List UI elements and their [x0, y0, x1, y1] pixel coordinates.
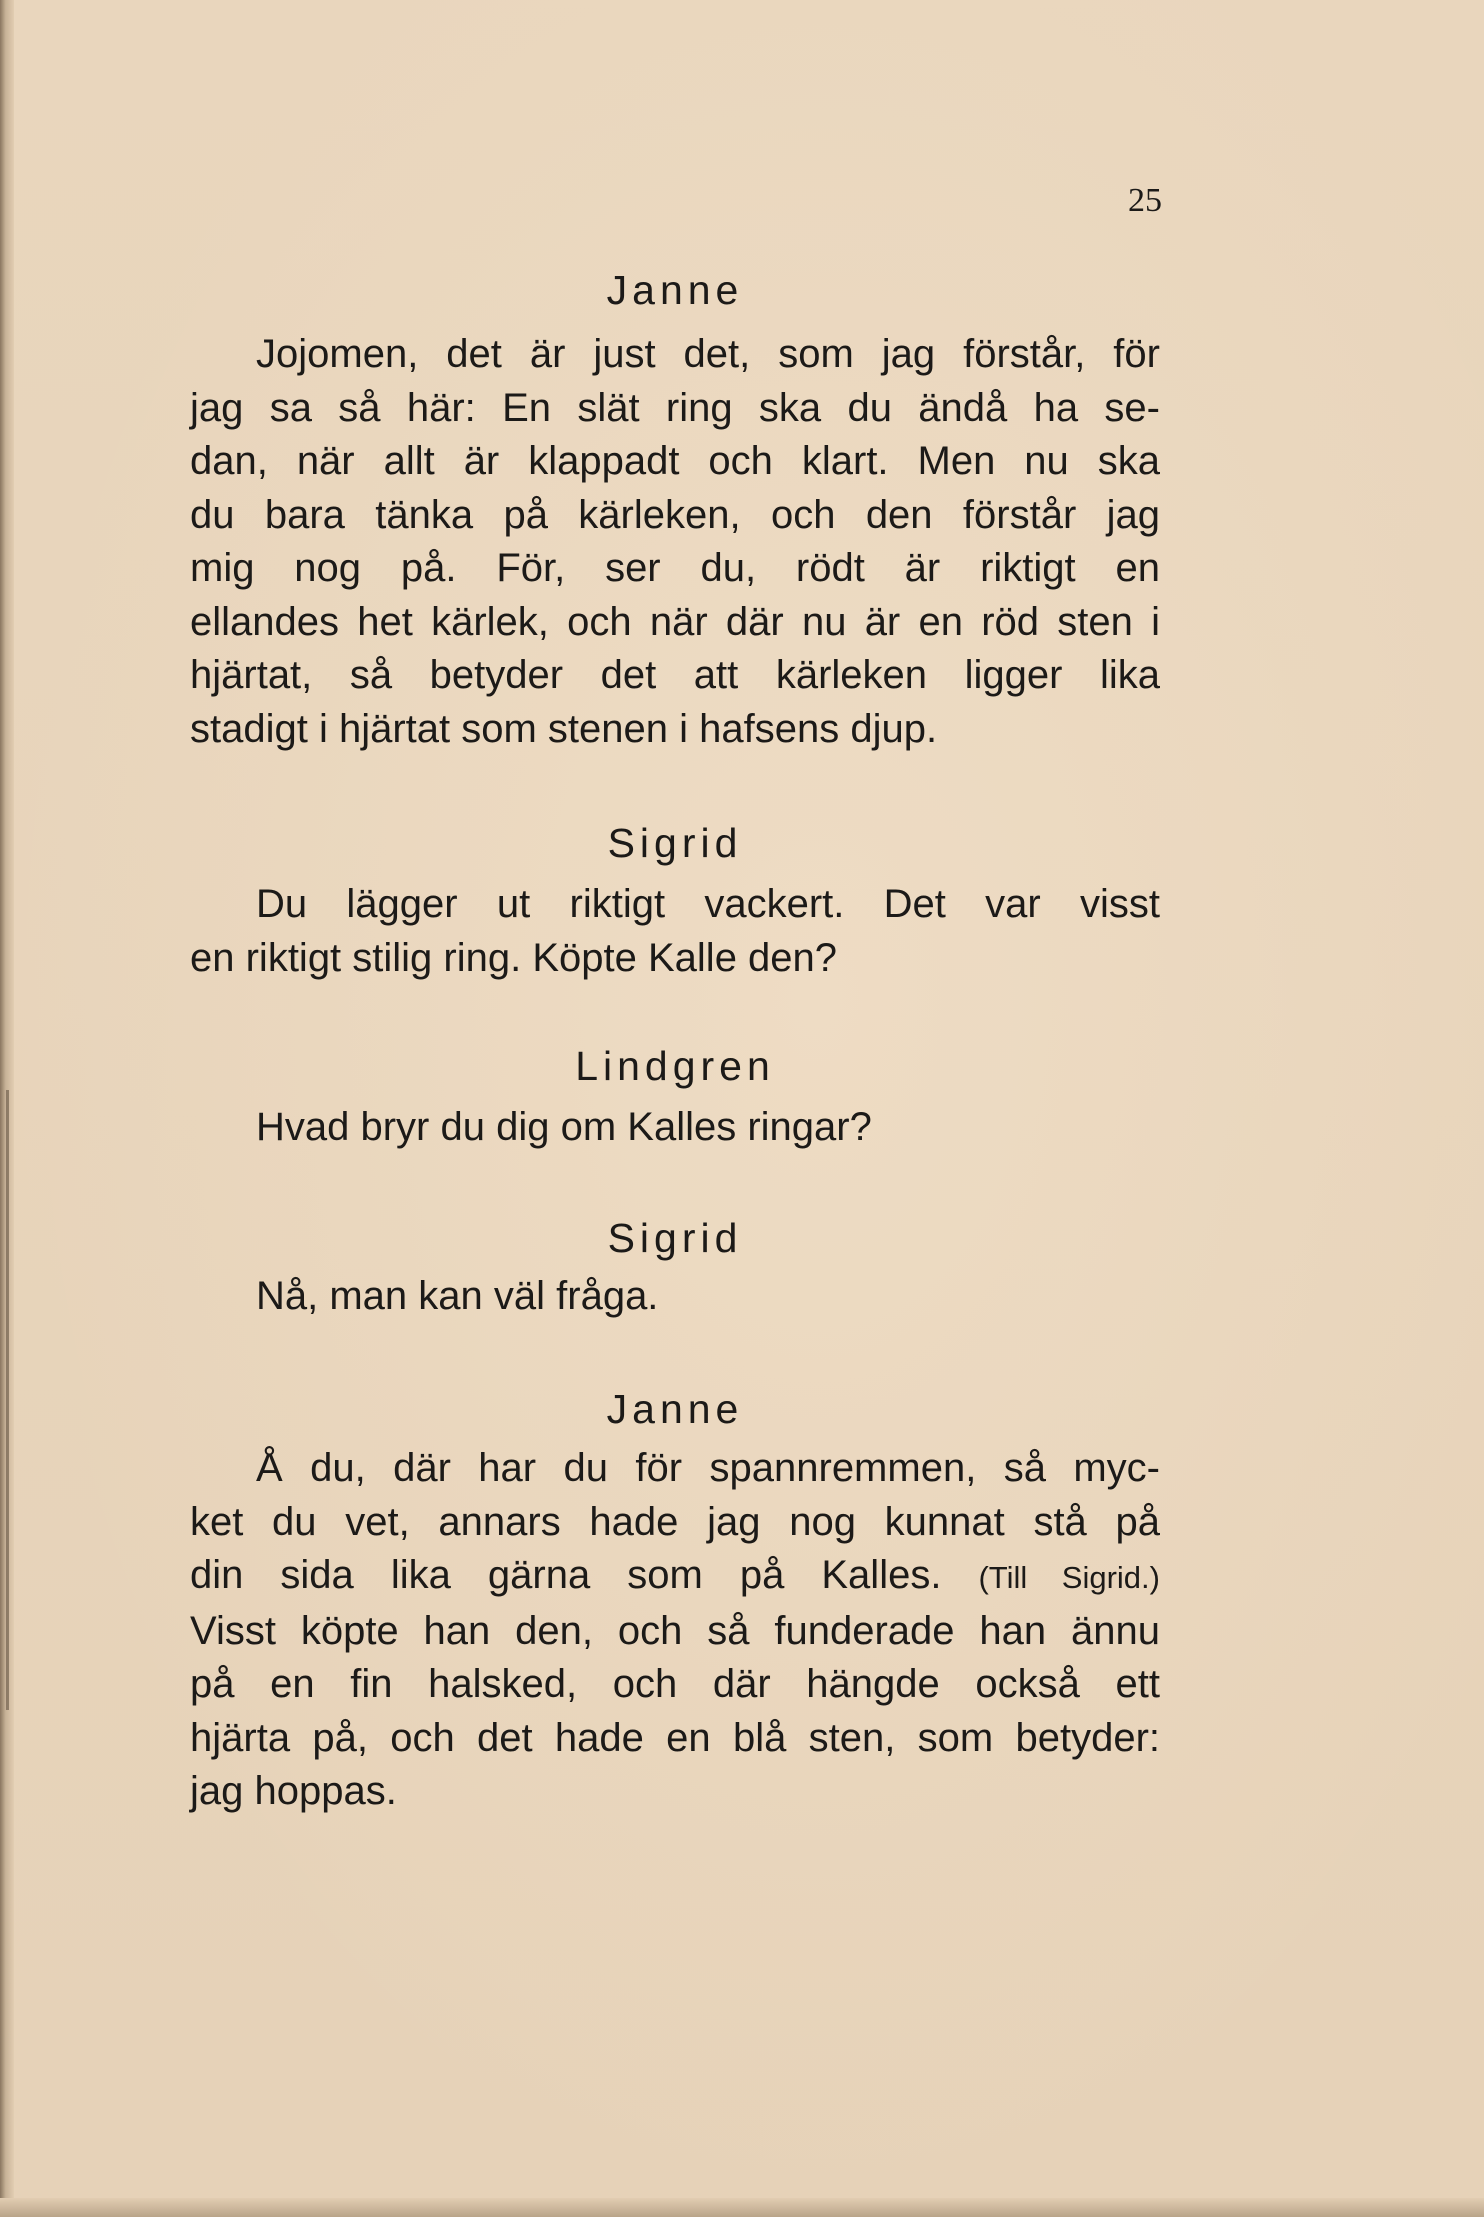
page-bottom-edge	[0, 2198, 1484, 2217]
speaker-name-sigrid: Sigrid	[607, 820, 743, 866]
text-line-content: din sida lika gärna som på Kalles.	[190, 1553, 942, 1597]
text-line: en riktigt stilig ring. Köpte Kalle den?	[190, 935, 838, 980]
speaker-name-janne: Janne	[606, 1386, 744, 1432]
dialogue-paragraph	[190, 1442, 1160, 1819]
dialogue-paragraph	[190, 1101, 1160, 1155]
text-line: jag sa så här: En slät ring ska du ändå ha se-	[190, 385, 1160, 430]
text-line: Visst köpte han den, och så funderade han ännu	[190, 1608, 1160, 1653]
dialogue-paragraph	[190, 1270, 1160, 1324]
stage-direction: (Till Sigrid.)	[978, 1560, 1160, 1595]
text-line: Hvad bryr du dig om Kalles ringar?	[256, 1105, 872, 1149]
text-line: ket du vet, annars hade jag nog kunnat stå på	[190, 1499, 1160, 1544]
text-line: dan, när allt är klappadt och klart. Men nu ska	[190, 439, 1160, 483]
spine-shadow-line	[6, 1090, 9, 1710]
text-line: du bara tänka på kärleken, och den förstår jag	[190, 492, 1160, 537]
dialogue-paragraph	[190, 878, 1160, 985]
text-line: hjärtat, så betyder det att kärleken ligger lika	[190, 653, 1160, 697]
text-line: Å du, där har du för spannremmen, så myc-	[256, 1446, 1160, 1490]
text-line: hjärta på, och det hade en blå sten, som betyder:	[190, 1715, 1160, 1760]
text-line: Nå, man kan väl fråga.	[256, 1274, 659, 1318]
text-line: stadigt i hjärtat som stenen i hafsens djup.	[190, 706, 938, 751]
text-line: Jojomen, det är just det, som jag förstår, för	[256, 332, 1160, 376]
text-line: på en fin halsked, och där hängde också ett	[190, 1662, 1160, 1706]
speaker-name-sigrid: Sigrid	[607, 1215, 743, 1261]
text-line: Du lägger ut riktigt vackert. Det var visst	[256, 882, 1160, 926]
text-line: mig nog på. För, ser du, rödt är riktigt en	[190, 546, 1160, 590]
speaker-name-lindgren: Lindgren	[575, 1043, 775, 1089]
text-line: ellandes het kärlek, och när där nu är en röd sten i	[190, 599, 1160, 644]
text-line	[190, 1549, 1160, 1605]
text-line: jag hoppas.	[190, 1769, 397, 1813]
speaker-name-janne: Janne	[606, 267, 744, 313]
dialogue-paragraph	[190, 328, 1160, 756]
page-number: 25	[1128, 182, 1162, 219]
